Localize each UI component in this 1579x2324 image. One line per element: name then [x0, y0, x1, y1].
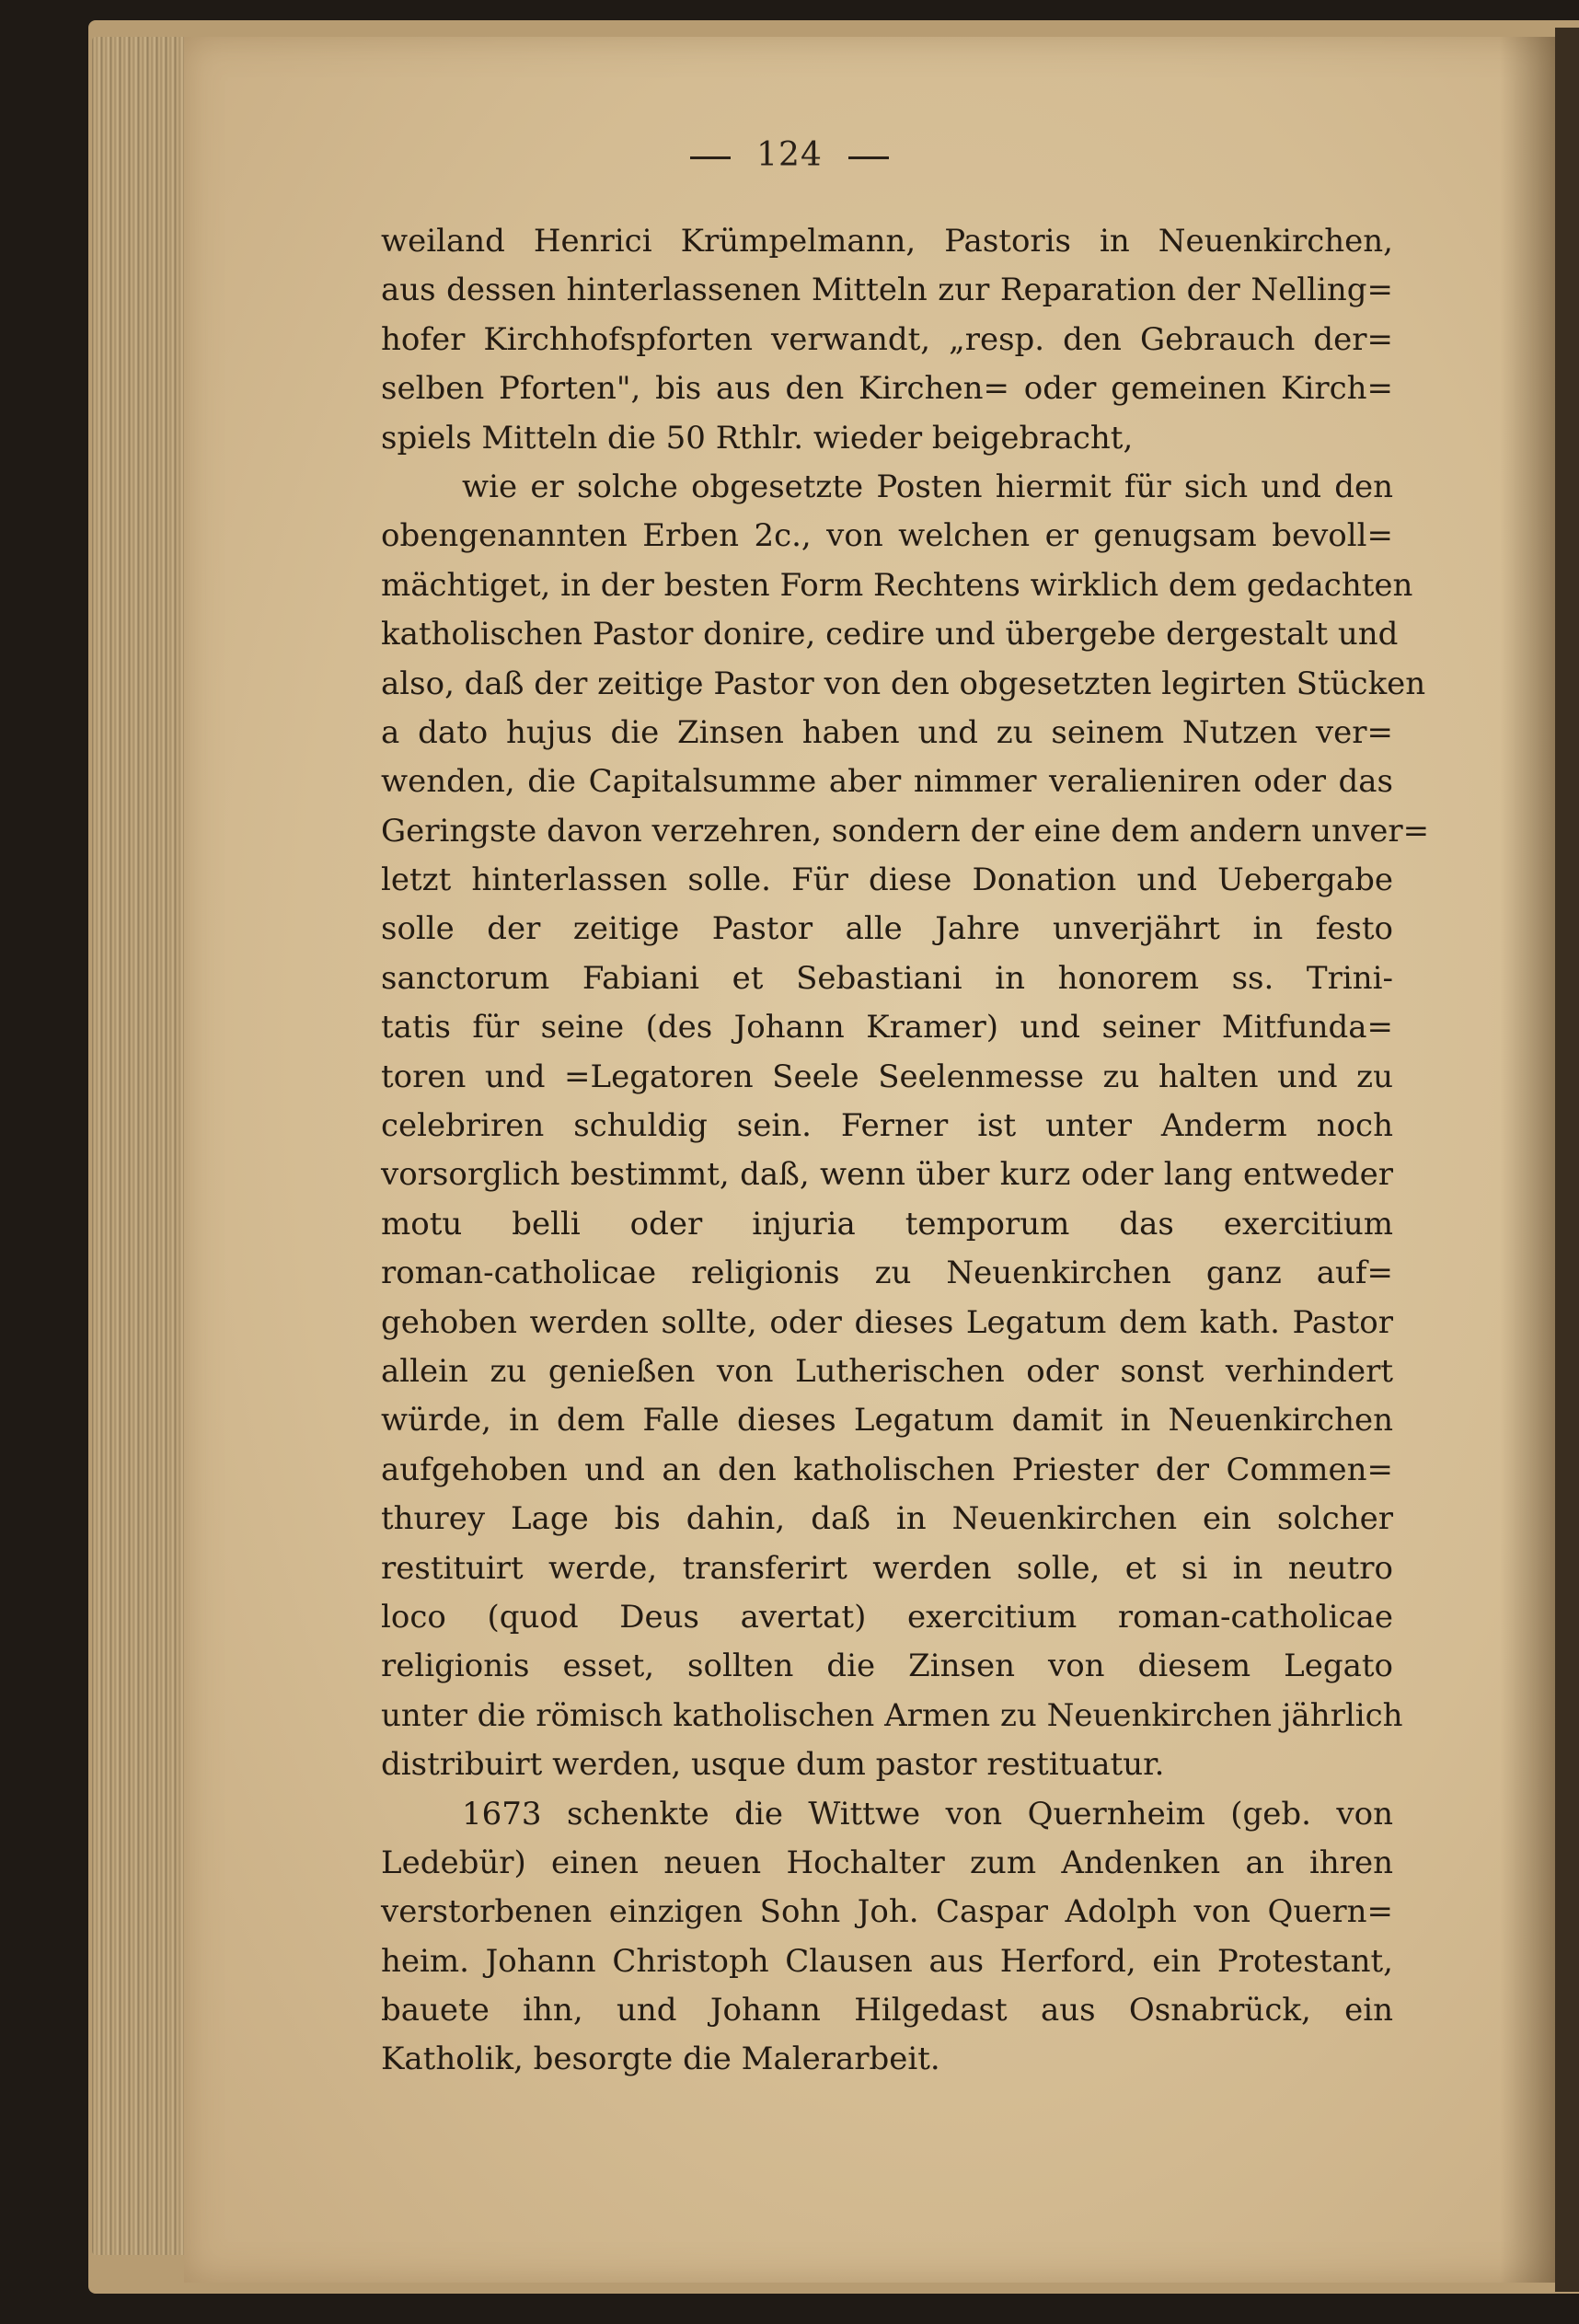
text-line: toren und =Legatoren Seele Seelenmesse zu halten und zu	[381, 1058, 1393, 1095]
text-line: spiels Mitteln die 50 Rthlr. wieder beigebracht,	[381, 419, 1134, 457]
text-line: solle der zeitige Pastor alle Jahre unverjährt in festo	[381, 910, 1393, 948]
text-line: roman-catholicae religionis zu Neuenkirchen ganz auf=	[381, 1254, 1393, 1292]
text-line: distribuirt werden, usque dum pastor restituatur.	[381, 1746, 1165, 1784]
text-line: obengenannten Erben 2c., von welchen er genugsam bevoll=	[381, 517, 1393, 555]
text-line: tatis für seine (des Johann Kramer) und seiner Mitfunda=	[381, 1009, 1393, 1046]
text-line: aufgehoben und an den katholischen Priester der Commen=	[381, 1451, 1393, 1488]
text-line: selben Pforten", bis aus den Kirchen= oder gemeinen Kirch=	[381, 370, 1393, 408]
text-line: religionis esset, sollten die Zinsen von diesem Legato	[381, 1648, 1393, 1685]
text-line: restituirt werde, transferirt werden solle, et si in neutro	[381, 1549, 1393, 1587]
text-line: Geringste davon verzehren, sondern der eine dem andern unver=	[381, 812, 1430, 850]
page-number: 124	[756, 136, 823, 174]
page-number-header	[0, 136, 1579, 174]
text-line: sanctorum Fabiani et Sebastiani in honorem ss. Trini-	[381, 959, 1393, 997]
body-text	[381, 217, 1430, 2085]
book-spine	[1555, 28, 1579, 2292]
text-line: a dato hujus die Zinsen haben und zu seinem Nutzen ver=	[381, 713, 1393, 751]
text-line: vorsorglich bestimmt, daß, wenn über kurz oder lang entweder	[381, 1156, 1393, 1194]
text-line: loco (quod Deus avertat) exercitium roman-catholicae	[381, 1598, 1393, 1636]
text-line: letzt hinterlassen solle. Für diese Donation und Uebergabe	[381, 861, 1393, 899]
text-line: katholischen Pastor donire, cedire und übergebe dergestalt und	[381, 616, 1399, 653]
text-line: Katholik, besorgte die Malerarbeit.	[381, 2041, 940, 2078]
text-line: wenden, die Capitalsumme aber nimmer veralieniren oder das	[381, 763, 1393, 801]
text-line: celebriren schuldig sein. Ferner ist unter Anderm noch	[381, 1107, 1393, 1145]
text-line: 1673 schenkte die Wittwe von Quernheim (geb. von	[462, 1795, 1393, 1833]
text-line: heim. Johann Christoph Clausen aus Herford, ein Protestant,	[381, 1942, 1393, 1980]
text-line: verstorbenen einzigen Sohn Joh. Caspar Adolph von Quern=	[381, 1893, 1393, 1931]
text-line: Ledebür) einen neuen Hochalter zum Andenken an ihren	[381, 1844, 1393, 1881]
text-line: allein zu genießen von Lutherischen oder sonst verhindert	[381, 1352, 1393, 1390]
text-line: würde, in dem Falle dieses Legatum damit in Neuenkirchen	[381, 1402, 1393, 1439]
text-line: weiland Henrici Krümpelmann, Pastoris in Neuenkirchen,	[381, 223, 1393, 260]
text-line: also, daß der zeitige Pastor von den obgesetzten legirten Stücken	[381, 665, 1426, 702]
text-line: bauete ihn, und Johann Hilgedast aus Osnabrück, ein	[381, 1992, 1393, 2029]
text-line: unter die römisch katholischen Armen zu Neuenkirchen jährlich	[381, 1696, 1403, 1734]
text-line: gehoben werden sollte, oder dieses Legatum dem kath. Pastor	[381, 1303, 1393, 1341]
text-line: aus dessen hinterlassenen Mitteln zur Reparation der Nelling=	[381, 272, 1393, 309]
gutter-shadow	[1500, 37, 1555, 2283]
text-line: motu belli oder injuria temporum das exercitium	[381, 1205, 1393, 1243]
text-line: hofer Kirchhofspforten verwandt, „resp. den Gebrauch der=	[381, 320, 1393, 358]
dash-left	[690, 156, 731, 159]
text-line: mächtiget, in der besten Form Rechtens wirklich dem gedachten	[381, 566, 1413, 604]
dash-right	[848, 156, 889, 159]
text-line: thurey Lage bis dahin, daß in Neuenkirchen ein solcher	[381, 1500, 1393, 1538]
text-line: wie er solche obgesetzte Posten hiermit für sich und den	[462, 468, 1393, 505]
